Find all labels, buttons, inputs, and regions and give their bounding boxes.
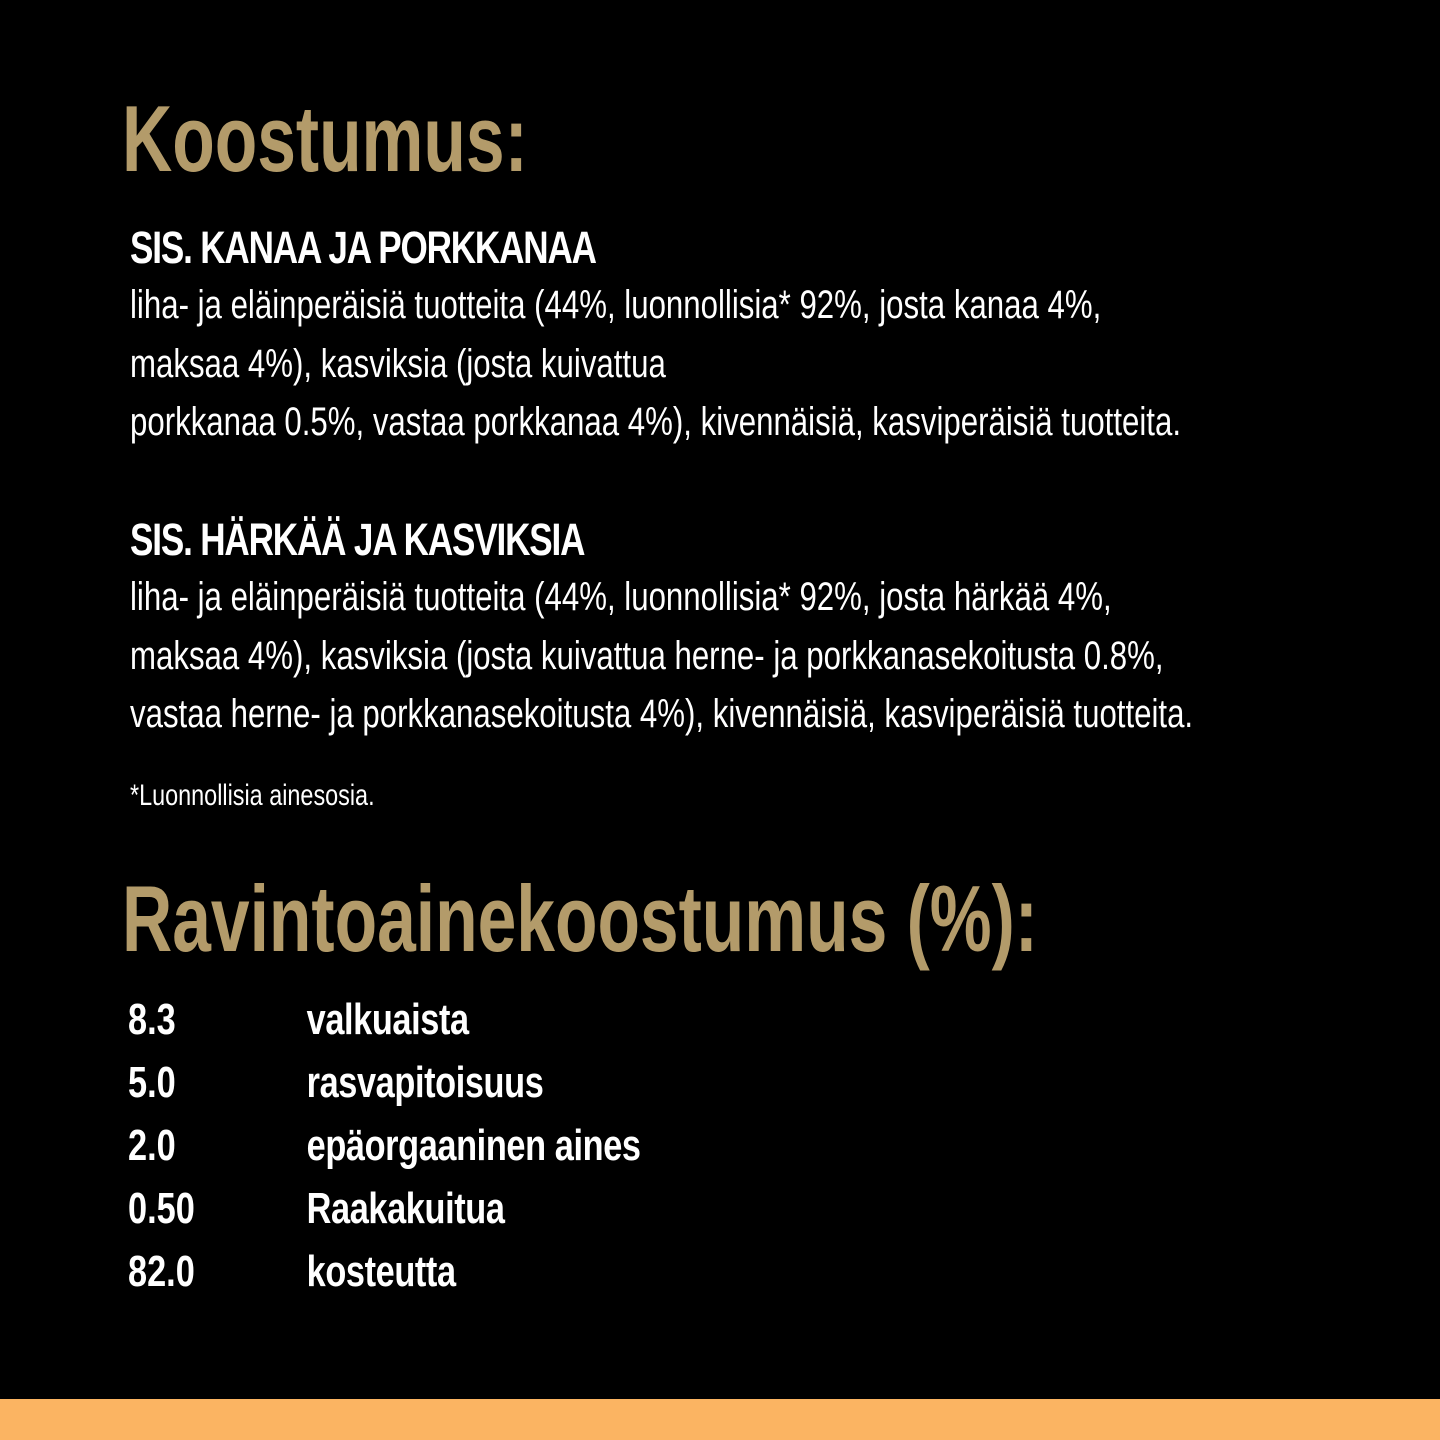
nutrition-value: 5.0 — [128, 1058, 176, 1107]
product-section-chicken — [130, 222, 1378, 452]
ingredients-text — [130, 568, 1378, 744]
product-title: SIS. HÄRKÄÄ JA KASVIKSIA — [130, 514, 585, 565]
ingredients-text — [130, 276, 1378, 452]
ingredients-line: maksaa 4%), kasviksia (josta kuivattua herne- ja porkkanasekoitusta 0.8%, — [130, 633, 1164, 678]
nutrition-row — [128, 992, 830, 1055]
nutrition-row — [128, 1118, 830, 1181]
ingredients-line: vastaa herne- ja porkkanasekoitusta 4%), kivennäisiä, kasviperäisiä tuotteita. — [130, 692, 1194, 736]
ingredients-line: liha- ja eläinperäisiä tuotteita (44%, luonnollisia* 92%, josta härkää 4%, — [130, 575, 1112, 619]
footnote: *Luonnollisia ainesosia. — [130, 779, 375, 812]
bottom-accent-bar — [0, 1399, 1440, 1440]
nutrition-value: 82.0 — [128, 1247, 195, 1296]
nutrition-value: 0.50 — [128, 1184, 195, 1233]
product-title: SIS. KANAA JA PORKKANAA — [130, 222, 596, 273]
nutrition-value: 8.3 — [128, 995, 176, 1044]
ingredients-line: maksaa 4%), kasviksia (josta kuivattua — [130, 341, 666, 386]
nutrition-label: kosteutta — [306, 1247, 456, 1296]
nutrition-row — [128, 1055, 830, 1118]
nutrition-value: 2.0 — [128, 1121, 176, 1170]
ingredients-line: liha- ja eläinperäisiä tuotteita (44%, luonnollisia* 92%, josta kanaa 4%, — [130, 283, 1102, 327]
nutrition-row — [128, 1181, 830, 1244]
nutrition-label: rasvapitoisuus — [306, 1058, 544, 1107]
nutrition-label: valkuaista — [306, 995, 469, 1044]
ingredients-line: porkkanaa 0.5%, vastaa porkkanaa 4%), kivennäisiä, kasviperäisiä tuotteita. — [130, 400, 1181, 444]
nutrition-row — [128, 1244, 830, 1307]
nutrition-heading: Ravintoainekoostumus (%): — [122, 866, 1038, 971]
nutrition-table — [128, 992, 830, 1307]
nutrition-label: Raakakuitua — [306, 1184, 505, 1233]
nutrition-label: epäorgaaninen aines — [306, 1121, 641, 1170]
product-section-beef — [130, 514, 1378, 744]
composition-heading: Koostumus: — [122, 86, 528, 191]
